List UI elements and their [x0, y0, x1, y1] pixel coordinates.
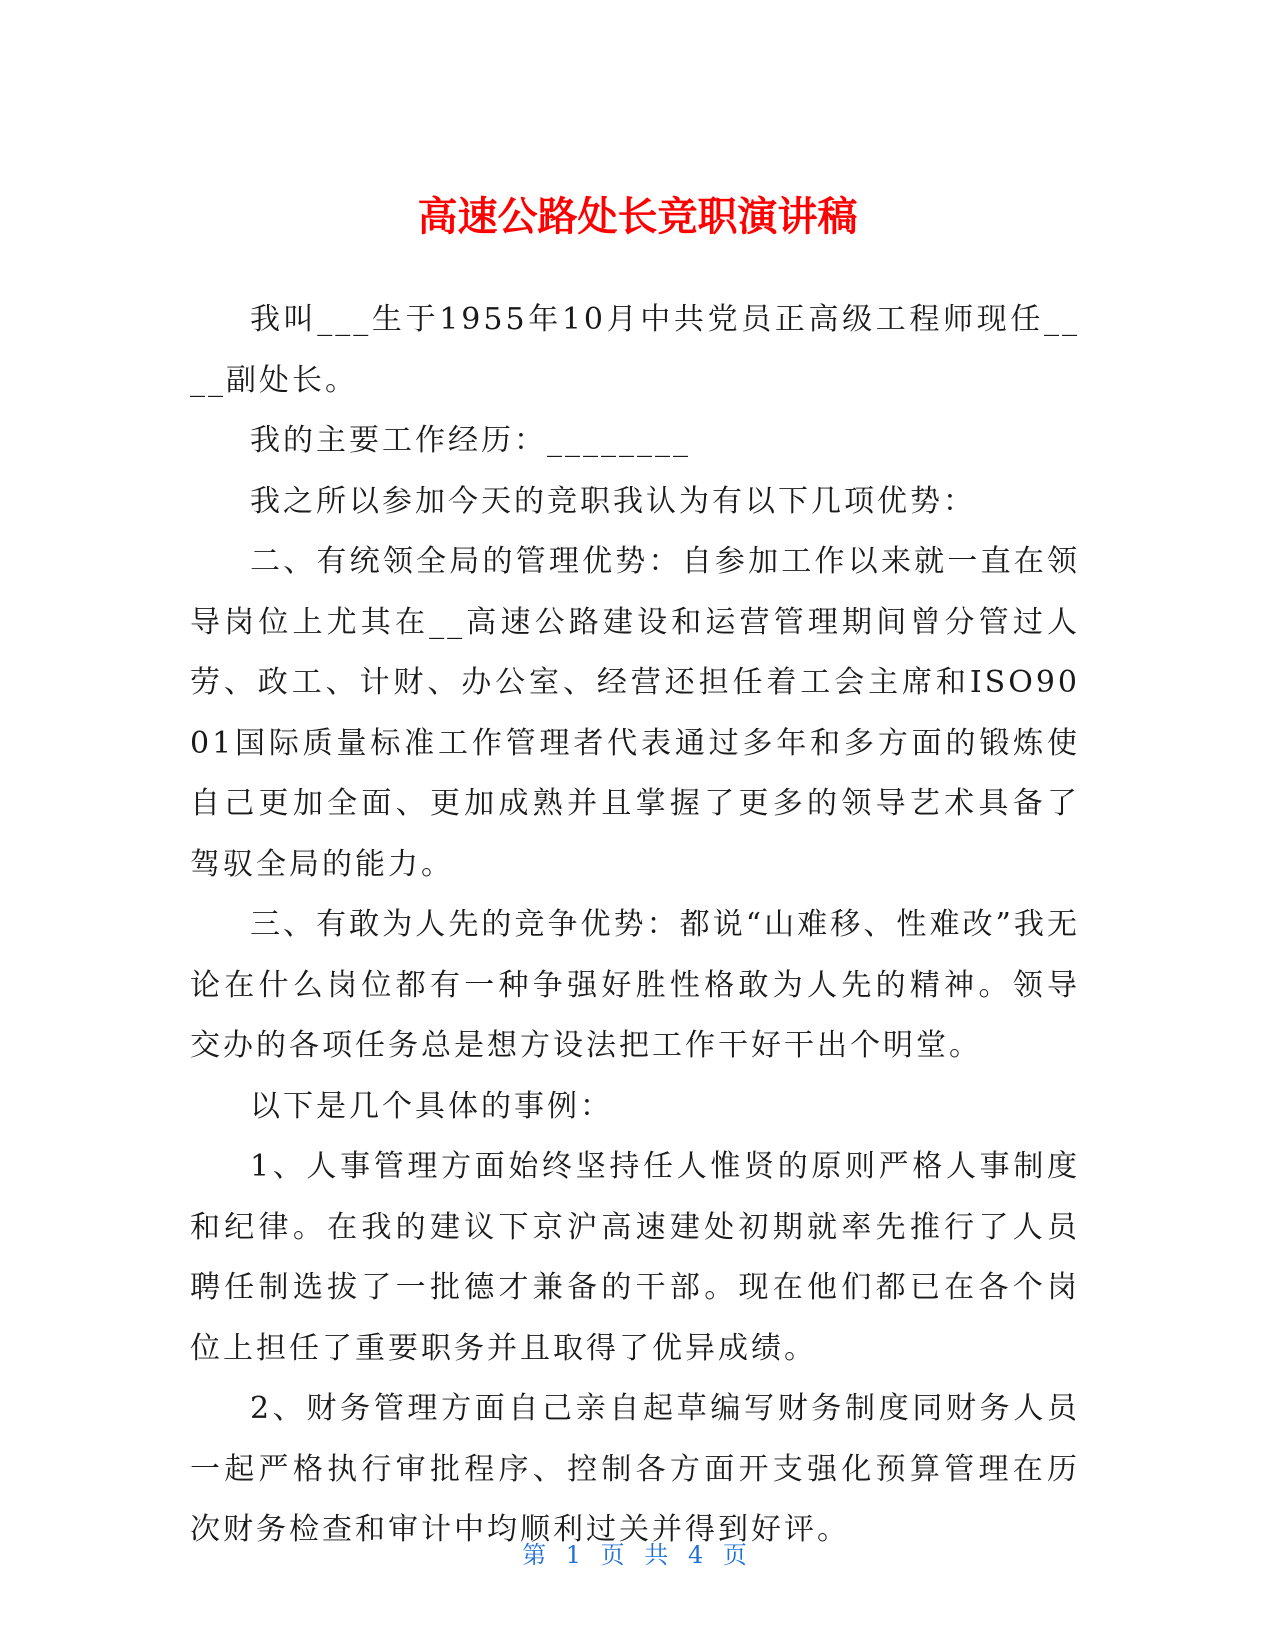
paragraph-advantages-intro: 我之所以参加今天的竞职我认为有以下几项优势： [250, 483, 976, 519]
paragraph-example-finance: 2、财务管理方面自己亲自起草编写财务制度同财务人员一起严格执行审批程序、控制各方面开支强化预算管理在历次财务检查和审计中均顺利过关并得到好评。 [190, 1391, 1080, 1547]
document-body [190, 290, 1080, 1561]
paragraph-competitive-advantage: 三、有敢为人先的竞争优势：都说“山难移、性难改”我无论在什么岗位都有一种争强好胜性格敢为人先的精神。领导交办的各项任务总是想方设法把工作干好干出个明堂。 [190, 907, 1080, 1063]
paragraph-intro: 我叫___生于1955年10月中共党员正高级工程师现任____副处长。 [190, 302, 1080, 398]
page-number-footer: 第 1 页 共 4 页 [522, 1541, 753, 1569]
paragraph-management-advantage: 二、有统领全局的管理优势：自参加工作以来就一直在领导岗位上尤其在__高速公路建设和运营管理期间曾分管过人劳、政工、计财、办公室、经营还担任着工会主席和ISO9001国际质量标准工作管理者代表通过多年和多方面的锻炼使自己更加全面、更加成熟并且掌握了更多的领导艺术具备了驾驭全局的能力。 [190, 544, 1080, 882]
paragraph-work-history: 我的主要工作经历：________ [250, 423, 691, 458]
paragraph-example-personnel: 1、人事管理方面始终坚持任人惟贤的原则严格人事制度和纪律。在我的建议下京沪高速建处初期就率先推行了人员聘任制选拔了一批德才兼备的干部。现在他们都已在各个岗位上担任了重要职务并且取得了优异成绩。 [190, 1149, 1080, 1366]
paragraph-examples-intro: 以下是几个具体的事例： [250, 1088, 613, 1124]
document-title: 高速公路处长竞职演讲稿 [417, 193, 858, 240]
